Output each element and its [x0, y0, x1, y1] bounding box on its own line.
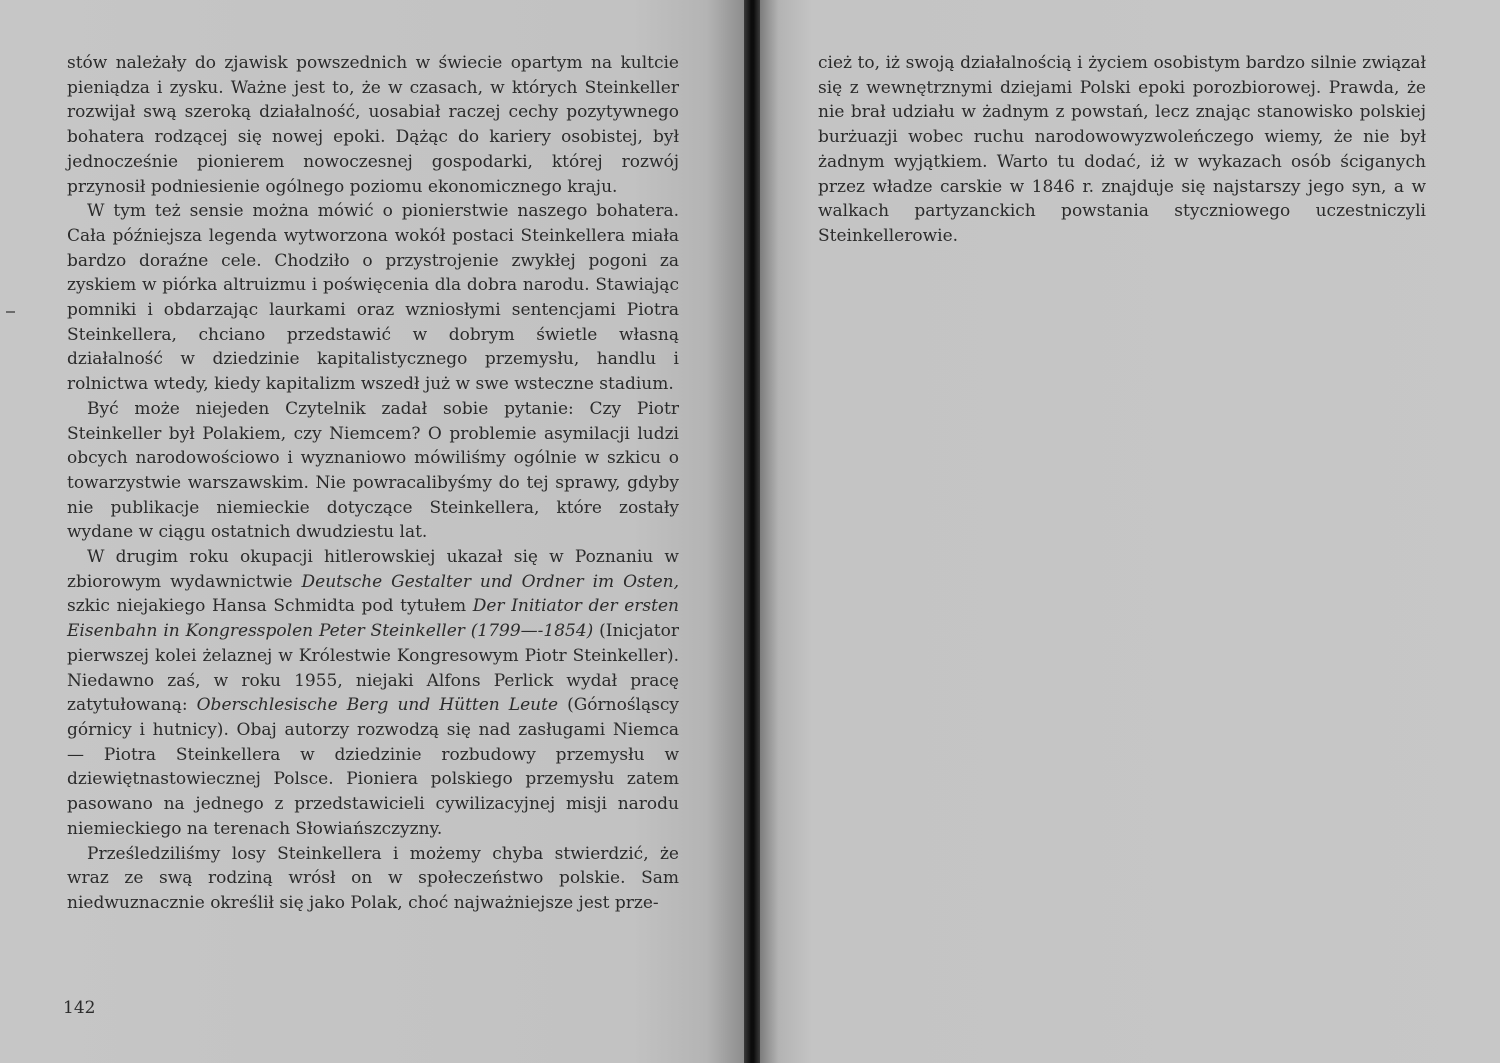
left-page-body: [67, 51, 679, 916]
scan-speck: [6, 311, 15, 313]
text-run: W tym też sensie można mówić o pionierstwie naszego bohatera. Cała późniejsza legenda wytworzona wokół postaci Steinkellera miała bardzo doraźne cele. Chodziło o przystrojenie zwykłej pogoni za zyskiem w piórka altruizmu i poświęcenia dla dobra narodu. Stawiając pomniki i obdarzając laurkami oraz wzniosłymi sentencjami Piotra Steinkellera, chciano przedstawić w dobrym świetle własną działalność w dziedzinie kapitalistycznego przemysłu, handlu i rolnictwa wtedy, kiedy kapitalizm wszedł już w swe wsteczne stadium.: [67, 201, 679, 395]
paragraph: [818, 51, 1426, 249]
text-run: Prześledziliśmy losy Steinkellera i możemy chyba stwierdzić, że wraz ze swą rodziną wrósł on w społeczeństwo polskie. Sam niedwuznacznie określił się jako Polak, choć najważniejsze jest prze-: [67, 843, 679, 913]
paragraph: [67, 545, 679, 841]
paragraph: [67, 397, 679, 545]
paragraph: [67, 51, 679, 199]
book-title-italic: Deutsche Gestalter und Ordner im Osten,: [301, 571, 679, 592]
text-run: (Inicjator pierwszej kolei żelaznej w Królestwie Kongresowym Piotr Steinkeller). Niedawno zaś, w roku 1955, niejaki Alfons Perlick wydał pracę zatytułowaną:: [67, 621, 680, 716]
book-title-italic: Oberschlesische Berg und Hütten Leute: [196, 695, 558, 716]
text-run: cież to, iż swoją działalnością i życiem osobistym bardzo silnie związał się z wewnętrznymi dziejami Polski epoki porozbiorowej. Prawda, że nie brał udziału w żadnym z powstań, lecz znając stanowisko polskiej burżuazji wobec ruchu narodowowyzwoleńczego wiemy, że nie był żadnym wyjątkiem. Warto tu dodać, iż w wykazach osób ściganych przez władze carskie w 1846 r. znajduje się najstarszy jego syn, a w walkach partyzanckich powstania styczniowego uczestniczyli Steinkellerowie.: [818, 53, 1426, 246]
text-run: stów należały do zjawisk powszednich w świecie opartym na kultcie pieniądza i zysku. Ważne jest to, że w czasach, w których Steinkeller rozwijał swą szeroką działalność, uosabiał raczej cechy pozytywnego bohatera rodzącej się nowej epoki. Dążąc do kariery osobistej, był jednocześnie pionierem nowoczesnej gospodarki, której rozwój przynosił podniesienie ogólnego poziomu ekonomicznego kraju.: [67, 53, 679, 197]
text-run: (Górnośląscy górnicy i hutnicy). Obaj autorzy rozwodzą się nad zasługami Niemca — Piotra Steinkellera w dziedzinie rozbudowy przemysłu w dziewiętnastowiecznej Polsce. Pioniera polskiego przemysłu zatem pasowano na jednego z przedstawicieli cywilizacyjnej misji narodu niemieckiego na terenach Słowiańszczyzny.: [67, 695, 679, 839]
text-run: Być może niejeden Czytelnik zadał sobie pytanie: Czy Piotr Steinkeller był Polakiem, czy Niemcem? O problemie asymilacji ludzi obcych narodowościowo i wyznaniowo mówiliśmy ogólnie w szkicu o towarzystwie warszawskim. Nie powracalibyśmy do tej sprawy, gdyby nie publikacje niemieckie dotyczące Steinkellera, które zostały wydane w ciągu ostatnich dwudziestu lat.: [67, 398, 679, 543]
paragraph: [67, 842, 679, 916]
book-gutter: [744, 0, 760, 1063]
paragraph: [67, 199, 679, 397]
text-run: W drugim roku okupacji hitlerowskiej ukazał się w Poznaniu w zbiorowym wydawnictwie: [67, 547, 679, 592]
left-page: [0, 0, 744, 1063]
right-page-body: [818, 51, 1426, 249]
right-page: [760, 0, 1500, 1063]
text-run: szkic niejakiego Hansa Schmidta pod tytułem: [67, 596, 473, 617]
page-number: 142: [63, 998, 96, 1018]
book-title-italic: Der Initiator der ersten Eisenbahn in Kongresspolen Peter Steinkeller (1799—-1854): [67, 596, 679, 642]
